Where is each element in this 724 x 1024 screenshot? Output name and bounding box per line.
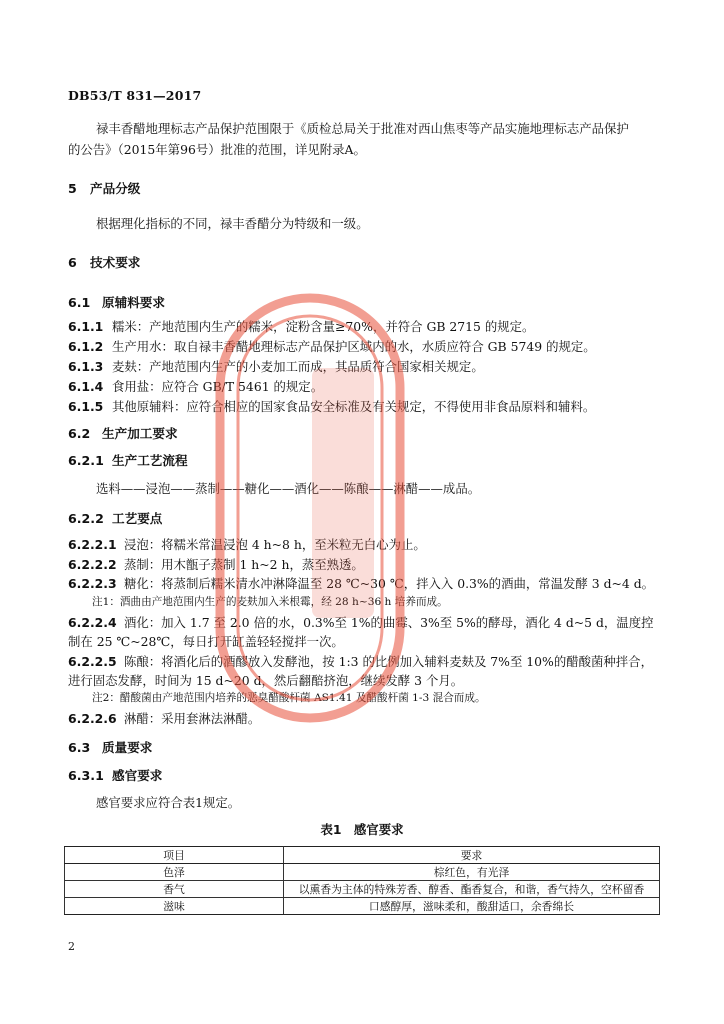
- table-cell-item: 滋味: [65, 898, 284, 915]
- section-5-text: 根据理化指标的不同，禄丰香醋分为特级和一级。: [96, 216, 369, 231]
- clause-6-1-4: [68, 376, 323, 397]
- section-6-3-heading: [68, 737, 152, 756]
- section-number: 6.3.1: [68, 768, 104, 783]
- page-number: 2: [68, 940, 75, 953]
- clause-text: 浸泡：将糯米常温浸泡 4 h~8 h，至米粒无白心为止。: [124, 537, 426, 552]
- clause-text: 糯米：产地范围内生产的糯米，淀粉含量≥70%，并符合 GB 2715 的规定。: [112, 319, 535, 334]
- clause-6-2-2-2: [68, 554, 364, 575]
- table-cell-requirement: 以熏香为主体的特殊芳香、醇香、酯香复合，和谐，香气持久，空杯留香: [284, 881, 660, 898]
- clause-text: 生产用水：取自禄丰香醋地理标志产品保护区域内的水，水质应符合 GB 5749 的规定。: [112, 339, 596, 354]
- section-title: 产品分级: [90, 181, 141, 196]
- table-1-caption: 表1 感官要求: [320, 822, 404, 837]
- table-cell-requirement: 棕红色，有光泽: [284, 864, 660, 881]
- clause-number: 6.1.2: [68, 339, 104, 354]
- section-number: 6.2.2: [68, 511, 104, 526]
- section-6-1-heading: [68, 292, 165, 311]
- section-6-heading: [68, 252, 140, 271]
- clause-6-2-2-5: [68, 651, 653, 672]
- clause-6-2-2-4-cont: 制在 25 ℃~28℃，每日打开缸盖轻轻搅拌一次。: [68, 634, 344, 649]
- intro-line-2: 的公告》（2015年第96号）批准的范围，详见附录A。: [68, 142, 366, 157]
- clause-6-2-2-4: [68, 612, 653, 633]
- section-title: 生产加工要求: [102, 426, 178, 441]
- clause-number: 6.2.2.4: [68, 615, 117, 630]
- section-title: 生产工艺流程: [112, 453, 188, 468]
- sensory-requirements-table: [64, 846, 660, 915]
- document-id: DB53/T 831—2017: [68, 88, 202, 103]
- section-number: 6.3: [68, 740, 91, 755]
- clause-number: 6.1.3: [68, 359, 104, 374]
- note-2: 注2：醋酸菌由产地范围内培养的恶臭醋酸杆菌 AS1.41 及醋酸杆菌 1-3 混合而成。: [92, 692, 486, 704]
- section-6-2-2-heading: [68, 508, 162, 527]
- section-title: 原辅料要求: [102, 295, 165, 310]
- section-title: 工艺要点: [112, 511, 163, 526]
- clause-number: 6.2.2.2: [68, 557, 117, 572]
- intro-line-1: 禄丰香醋地理标志产品保护范围限于《质检总局关于批准对西山焦枣等产品实施地理标志产品保护: [96, 121, 629, 136]
- section-number: 5: [68, 181, 77, 196]
- clause-text: 麦麸：产地范围内生产的小麦加工而成，其品质符合国家相关规定。: [112, 359, 484, 374]
- column-header-requirement: 要求: [284, 847, 660, 864]
- section-6-3-1-text: 感官要求应符合表1规定。: [96, 795, 241, 810]
- section-6-2-heading: [68, 423, 178, 442]
- column-header-item: 项目: [65, 847, 284, 864]
- clause-6-1-3: [68, 356, 484, 377]
- clause-number: 6.1.4: [68, 379, 104, 394]
- clause-text: 酒化：加入 1.7 至 2.0 倍的水，0.3%至 1%的曲霉、3%至 5%的酵母，酒化 4 d~5 d，温度控: [124, 615, 654, 630]
- section-5-heading: [68, 178, 140, 197]
- section-6-2-1-heading: [68, 450, 188, 469]
- section-number: 6.2: [68, 426, 91, 441]
- clause-number: 6.1.5: [68, 399, 104, 414]
- clause-text: 陈酿：将酒化后的酒醪放入发酵池，按 1:3 的比例加入辅料麦麸及 7%至 10%的醋酸菌种拌合，: [124, 654, 653, 669]
- section-6-3-1-heading: [68, 765, 162, 784]
- section-title: 感官要求: [112, 768, 163, 783]
- clause-6-2-2-1: [68, 534, 426, 555]
- table-cell-item: 香气: [65, 881, 284, 898]
- clause-text: 糖化：将蒸制后糯米清水冲淋降温至 28 ℃~30 ℃，拌入入 0.3%的酒曲，常温发酵 3 d~4 d。: [124, 576, 655, 591]
- clause-text: 食用盐：应符合 GB/T 5461 的规定。: [112, 379, 324, 394]
- table-cell-item: 色泽: [65, 864, 284, 881]
- note-1: 注1：酒曲由产地范围内生产的麦麸加入米根霉，经 28 h~36 h 培养而成。: [92, 596, 448, 608]
- table-cell-requirement: 口感醇厚，滋味柔和，酸甜适口，余香绵长: [284, 898, 660, 915]
- section-number: 6: [68, 255, 77, 270]
- section-number: 6.2.1: [68, 453, 104, 468]
- clause-6-1-2: [68, 336, 596, 357]
- clause-number: 6.1.1: [68, 319, 104, 334]
- clause-6-2-2-3: [68, 573, 654, 594]
- clause-6-1-1: [68, 316, 534, 337]
- table-row: [65, 898, 660, 915]
- section-number: 6.1: [68, 295, 91, 310]
- clause-text: 蒸制：用木甑子蒸制 1 h~2 h，蒸至熟透。: [124, 557, 364, 572]
- section-title: 技术要求: [90, 255, 141, 270]
- clause-6-1-5: [68, 396, 595, 417]
- clause-number: 6.2.2.6: [68, 711, 117, 726]
- clause-text: 淋醋：采用套淋法淋醋。: [124, 711, 261, 726]
- clause-text: 其他原辅料：应符合相应的国家食品安全标准及有关规定，不得使用非食品原料和辅料。: [112, 399, 596, 414]
- table-header-row: [65, 847, 660, 864]
- clause-6-2-2-5-cont: 进行固态发酵，时间为 15 d~20 d，然后翻醅挤泡，继续发酵 3 个月。: [68, 673, 464, 688]
- table-row: [65, 864, 660, 881]
- process-flow: 选料——浸泡——蒸制——糖化——酒化——陈酿——淋醋——成品。: [96, 481, 481, 496]
- table-row: [65, 881, 660, 898]
- clause-number: 6.2.2.1: [68, 537, 117, 552]
- clause-6-2-2-6: [68, 708, 260, 729]
- clause-number: 6.2.2.3: [68, 576, 117, 591]
- section-title: 质量要求: [102, 740, 153, 755]
- clause-number: 6.2.2.5: [68, 654, 117, 669]
